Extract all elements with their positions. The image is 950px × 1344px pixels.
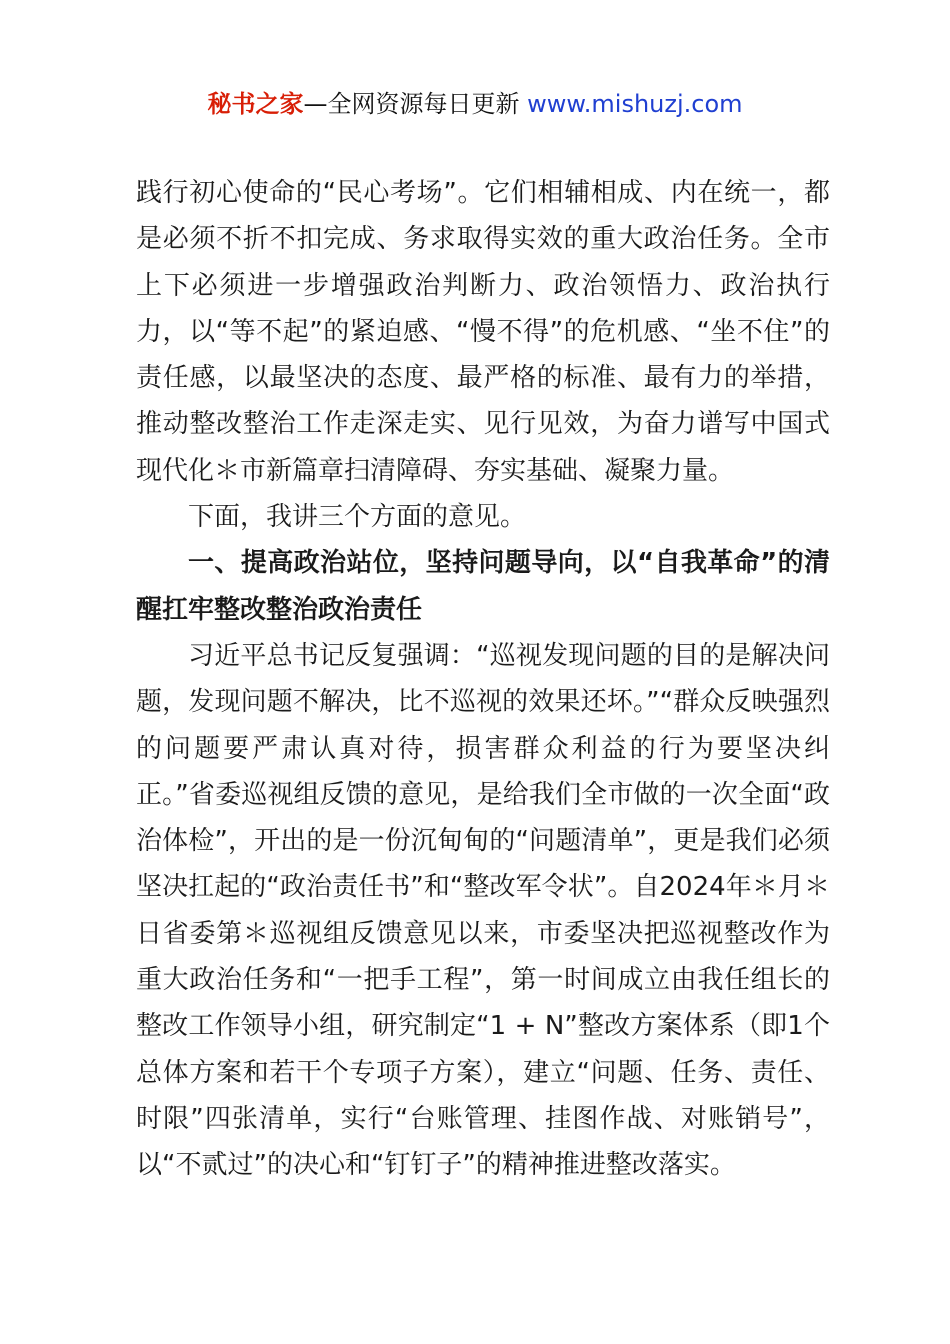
site-slogan: —全网资源每日更新 (303, 90, 528, 118)
brand-name: 秘书之家 (207, 90, 304, 118)
document-body (136, 170, 830, 1189)
paragraph-continuation: 践行初心使命的“民心考场”。它们相辅相成、内在统一，都是必须不折不扣完成、务求取得实效的重大政治任务。全市上下必须进一步增强政治判断力、政治领悟力、政治执行力，以“等不起”的紧迫感、“慢不得”的危机感、“坐不住”的责任感，以最坚决的态度、最严格的标准、最有力的举措，推动整改整治工作走深走实、见行见效，为奋力谱写中国式现代化＊市新篇章扫清障碍、夯实基础、凝聚力量。 (136, 178, 830, 486)
site-header (0, 86, 950, 122)
site-url-link[interactable]: www.mishuzj.com (527, 90, 743, 118)
paragraph-body: 习近平总书记反复强调：“巡视发现问题的目的是解决问题，发现问题不解决，比不巡视的效果还坏。”“群众反映强烈的问题要严肃认真对待，损害群众利益的行为要坚决纠正。”省委巡视组反馈的意见，是给我们全市做的一次全面“政治体检”，开出的是一份沉甸甸的“问题清单”，更是我们必须坚决扛起的“政治责任书”和“整改军令状”。自2024年＊月＊日省委第＊巡视组反馈意见以来，市委坚决把巡视整改作为重大政治任务和“一把手工程”，第一时间成立由我任组长的整改工作领导小组，研究制定“1 + N”整改方案体系（即1个总体方案和若干个专项子方案），建立“问题、任务、责任、时限”四张清单，实行“台账管理、挂图作战、对账销号”，以“不贰过”的决心和“钉钉子”的精神推进整改落实。 (136, 640, 830, 1181)
section-heading-1: 一、提高政治站位，坚持问题导向，以“自我革命”的清醒扛牢整改整治政治责任 (136, 548, 830, 625)
paragraph-intro: 下面，我讲三个方面的意见。 (188, 502, 527, 533)
